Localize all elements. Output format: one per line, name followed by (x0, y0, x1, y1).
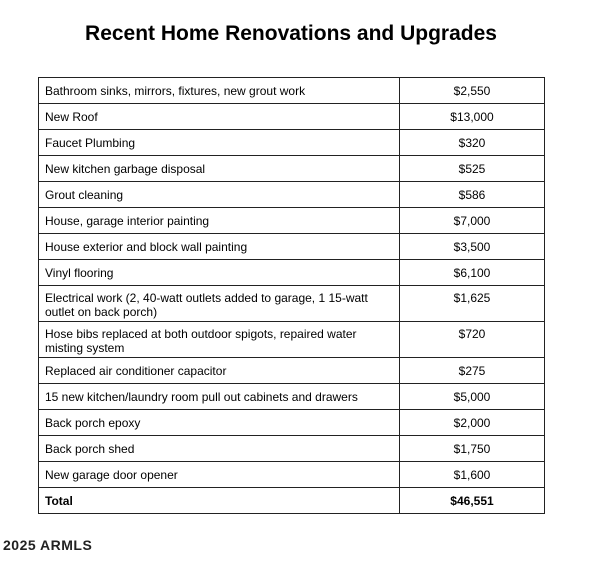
table-row (39, 78, 545, 104)
table-row (39, 208, 545, 234)
item-amount: $320 (400, 130, 545, 156)
item-amount: $525 (400, 156, 545, 182)
table-row (39, 156, 545, 182)
table-row (39, 182, 545, 208)
item-description: Bathroom sinks, mirrors, fixtures, new grout work (39, 78, 400, 104)
renovations-table (38, 77, 545, 514)
item-description: New Roof (39, 104, 400, 130)
item-description: Replaced air conditioner capacitor (39, 358, 400, 384)
item-amount: $1,600 (400, 462, 545, 488)
item-description: New kitchen garbage disposal (39, 156, 400, 182)
table-row (39, 234, 545, 260)
item-amount: $275 (400, 358, 545, 384)
item-amount: $5,000 (400, 384, 545, 410)
item-amount: $1,625 (400, 286, 545, 322)
table-row (39, 130, 545, 156)
table-row (39, 462, 545, 488)
item-amount: $13,000 (400, 104, 545, 130)
item-amount: $2,550 (400, 78, 545, 104)
item-amount: $7,000 (400, 208, 545, 234)
total-label: Total (39, 488, 400, 514)
table-row (39, 260, 545, 286)
item-description: Back porch shed (39, 436, 400, 462)
item-description: House, garage interior painting (39, 208, 400, 234)
item-amount: $3,500 (400, 234, 545, 260)
total-row (39, 488, 545, 514)
table-row (39, 384, 545, 410)
item-description: Hose bibs replaced at both outdoor spigots, repaired water misting system (39, 322, 400, 358)
item-description: Back porch epoxy (39, 410, 400, 436)
item-amount: $6,100 (400, 260, 545, 286)
item-amount: $720 (400, 322, 545, 358)
item-amount: $2,000 (400, 410, 545, 436)
table-row (39, 358, 545, 384)
copyright-watermark: 2025 ARMLS (3, 537, 93, 553)
item-description: Electrical work (2, 40-watt outlets added to garage, 1 15-watt outlet on back porch) (39, 286, 400, 322)
item-description: New garage door opener (39, 462, 400, 488)
item-amount: $1,750 (400, 436, 545, 462)
item-description: Grout cleaning (39, 182, 400, 208)
table-row (39, 286, 545, 322)
item-amount: $586 (400, 182, 545, 208)
page-title: Recent Home Renovations and Upgrades (85, 22, 497, 45)
table-row (39, 322, 545, 358)
item-description: 15 new kitchen/laundry room pull out cabinets and drawers (39, 384, 400, 410)
total-amount: $46,551 (400, 488, 545, 514)
item-description: Faucet Plumbing (39, 130, 400, 156)
table-row (39, 104, 545, 130)
item-description: Vinyl flooring (39, 260, 400, 286)
table-row (39, 436, 545, 462)
table-row (39, 410, 545, 436)
item-description: House exterior and block wall painting (39, 234, 400, 260)
